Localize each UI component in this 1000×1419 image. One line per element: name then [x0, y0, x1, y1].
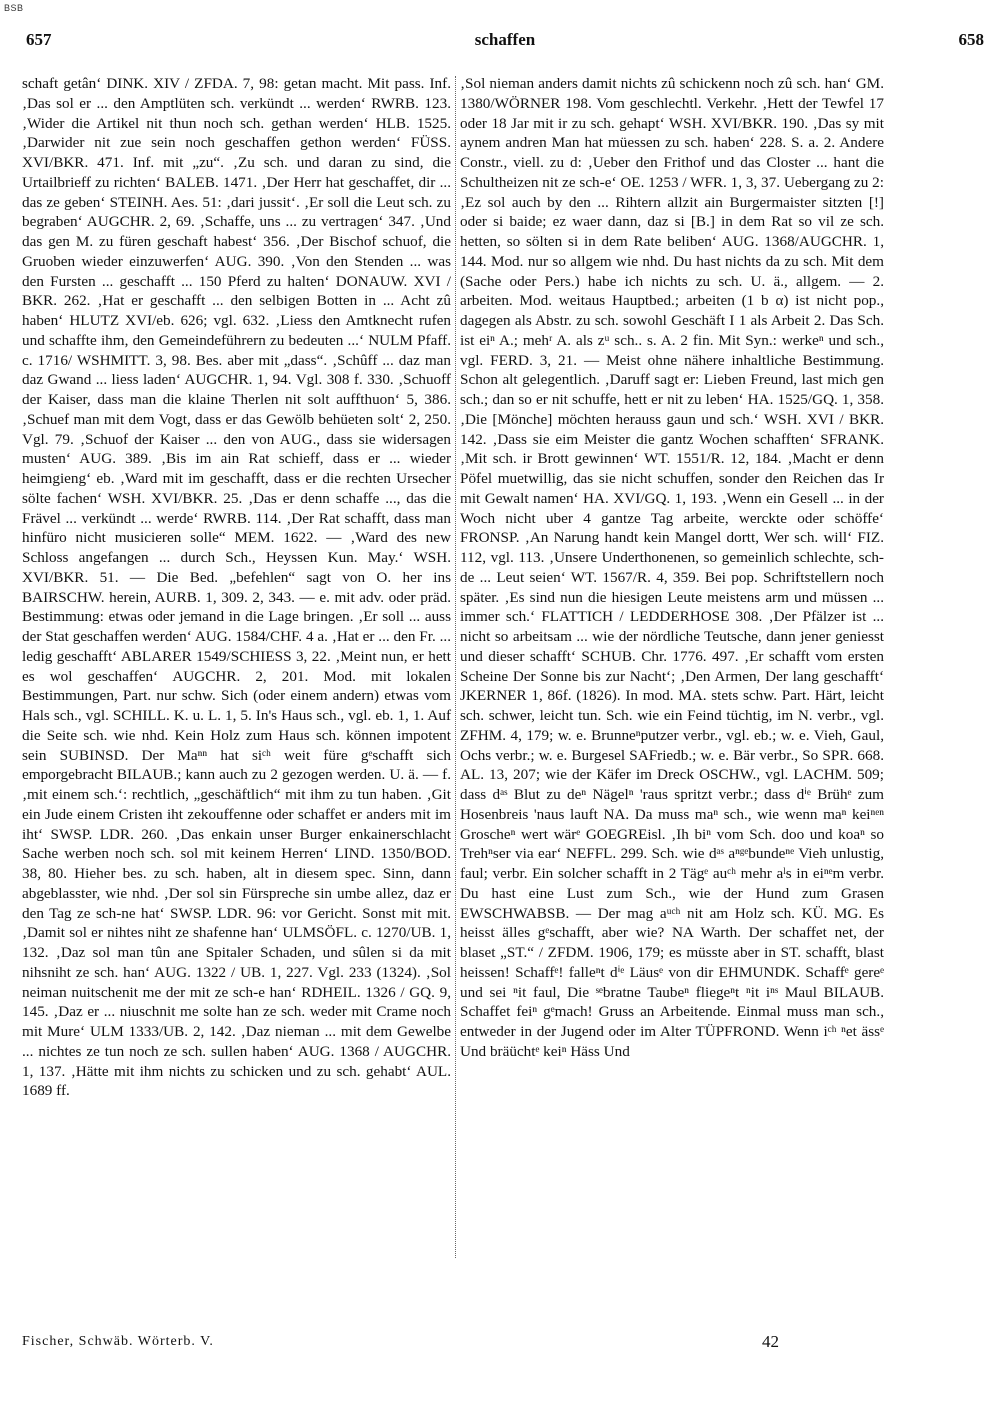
page-number-right: 658	[958, 30, 984, 49]
footer-source: Fischer, Schwäb. Wörterb. V.	[22, 1334, 214, 1349]
page-header	[26, 30, 984, 58]
column-divider	[455, 76, 456, 1258]
text-column-right	[460, 74, 884, 1062]
running-headword: schaffen	[474, 30, 536, 49]
entry-text-right: ‚Sol nieman anders damit nichts zû schickenn noch zû sch. han‘ GM. 1380/WÖRNER 198. Vom geschlechtl. Verkehr. ‚Hett der Tewfel 17 oder 18 Jar mit ir zu sch. gehapt‘ WSH. XVI/BKR. 190. ‚Das sy mit aynem andren Man hat müessen zu sch. haben‘ 228. S. a. 2. Andere Constr., viell. zu d: ‚Ueber den Frithof und das Closter ... hant die Schultheizen nit ze sch-e‘ OE. 1253 / WFR. 1, 3, 37. Uebergang zu 2: ‚Ez sol auch by den ... Rihtern allzit ain Burgermaister sitzten [!] oder si baide; ez waer dann, daz si [B.] in dem Rat so vil ze sch. hetten, so sölten si in dem Rate beliben‘ AUG. 1368/AUGCHR. 1, 144. Mod. nur so allgem wie nhd. Du hast nichts da zu sch. Mit dem (Sache oder Pers.) habe ich nichts zu sch. U. ä., allgem. — 2. arbeiten. Mod. weitaus Hauptbed.; arbeiten (1 b α) ist nicht pop., dagegen als Abstr. zu sch. sowohl Geschäft I 1 als Arbeit 2. Das Sch. ist eiⁿ A.; mehʳ A. als zᵘ sch.. s. A. 2 fin. Mit Syn.: werkeⁿ und sch., vgl. FERD. 3, 21. — Meist ohne nähere inhaltliche Bestimmung. Schon alt gelegentlich. ‚Daruff sagt er: Lieben Freund, last mich gen sch.; dan so er nit schuffe, hett er nit zu leben‘ HA. 1525/GQ. 1, 358. ‚Die [Mönche] möchten herauss gaun und sch.‘ WSH. XVI / BKR. 142. ‚Dass sie eim Meister die gantz Wochen schafften‘ SFRANK. ‚Mit sch. ir Brott gewinnen‘ WT. 1551/R. 12, 184. ‚Macht er denn Pöfel muetwillig, das sie nicht schuffen, sonder den Reichen das Ir mit Gewalt namen‘ HA. XVI/GQ. 1, 193. ‚Wenn ein Gesell ... in der Woch nicht uber 4 gantze Tag arbeite, werckte oder schöffe‘ FRONSP. ‚An Narung handt kein Mangel dortt, Wer sch. will‘ FIZ. 112, vgl. 113. ‚Unsere Underthonenen, so gemeinlich schlechte, sch-de ... Leut seien‘ WT. 1567/R. 4, 359. Bei pop. Schriftstellern noch später. ‚Es sind nun die hiesigen Leute meistens arm und müssen ... immer sch.‘ FLATTICH / LEDDERHOSE 308. ‚Der Pfälzer ist ... nicht so arbeitsam ... wie der nördliche Teutsche, dann jener geniesst und dieser schafft‘ SCHUB. Chr. 1776. 497. ‚Er schafft vom ersten Scheine Der Sonne bis zur Nacht‘; ‚Den Armen, Der lang geschafft‘ JKERNER 1, 86f. (1826). In mod. MA. stets schw. Part. Härt, leicht sch. schwer, leicht tun. Sch. wie ein Feind tüchtig, im N. verbr., vgl. ZFHM. 4, 179; w. e. Brunneⁿputzer verbr., vgl. eb.; w. e. Vieh, Gaul, Ochs verbr.; w. e. Burgesel SAFriedb.; w. e. Bär verbr., So SPR. 668. AL. 13, 207; wie der Käfer im Dreck OSCHW., vgl. LACHM. 509; dass dᵃˢ Blut zu deⁿ Nägelⁿ 'raus spritzt verbr.; dass dⁱᵉ Brühᵉ zum Hosenbreis 'naus lauft NA. Da muss maⁿ sch., wie wenn maⁿ keiⁿᵉⁿ Groscheⁿ wert wärᵉ GOEGREisl. ‚Ih biⁿ vom Sch. doo und koaⁿ so Trehⁿser via ear‘ NEFFL. 299. Sch. wie dᵃˢ aⁿᵍᵉbundeⁿᵉ Vieh unlustig, faul; verbr. Ein solcher schafft in 2 Tägᵉ auᶜʰ mehr aˡs in eiⁿᵉm verbr. Du hast eine Lust zum Sch., wie der Hund zum Grasen EWSCHWABSB. — Der mag aᵘᶜʰ nit am Holz sch. KÜ. MG. Es heisst älles gᵉschafft, aber wie? NA Warth. Der schaffet net, der blaset „ST.“ / ZFDM. 1906, 179; es müsste aber in ST. schafft, blast heissen! Schaffᵉ! falleⁿt dⁱᵉ Läusᵉ von dir EHMUNDK. Schaffᵉ gereᵉ und sei ⁿit faul, Die ˢᵉbratne Taubeⁿ fliegeⁿt ⁿit iⁿˢ Maul BILAUB. Schaffet feiⁿ gᵉmach! Gruss an Arbeitende. Einmal muss man sch., entweder in der Jugend oder im Alter TÜPFROND. Wenn iᶜʰ ⁿet ässᵉ Und bräüchtᵉ keiⁿ Häss Und	[460, 75, 884, 1060]
page-number-left: 657	[26, 30, 52, 49]
library-mark: BSB	[4, 3, 24, 13]
entry-text-left: schaft getân‘ DINK. XIV / ZFDA. 7, 98: getan macht. Mit pass. Inf. ‚Das sol er ... den Amptlüten sch. verkündt ... werden‘ RWRB. 123. ‚Wider die Artikel nit thun noch sch. gethan werden‘ HLB. 1525. ‚Darwider nit zue sein noch geschaffen gethon werden‘ FÜSS. XVI/BKR. 471. Inf. mit „zu“. ‚Zu sch. und daran zu sind, die Urtailbrieff zu richten‘ BALEB. 1471. ‚Der Herr hat geschaffet, dir ... das ze geben‘ STEINH. Aes. 51: ‚dari jussit‘. ‚Er soll die Leut sch. zu begraben‘ AUGCHR. 2, 69. ‚Schaffe, uns ... zu vertragen‘ 347. ‚Und das gen M. zu füren geschaft habest‘ 356. ‚Der Bischof schuof, die Gruoben wieder einzuwerfen‘ AUG. 390. ‚Von den Stenden ... was den Fursten ... geschafft ... 150 Pferd zu halten‘ DONAUW. XVI / BKR. 262. ‚Hat er geschafft ... den selbigen Botten in ... Acht zû haben‘ HLUTZ XVI/eb. 626; vgl. 632. ‚Liess den Amtknecht rufen und schaffte ihm, den Gemeindeführern zu bedeuten ...‘ NULM Pfaff. c. 1716/ WSHMITT. 3, 98. Bes. aber mit „dass“. ‚Schûff ... daz man daz Gwand ... liess laden‘ AUGCHR. 1, 94. Vgl. 308 f. 330. ‚Schuoff der Kaiser, dass man die klaine Therlen nit solt auffthuon‘ 5, 386. ‚Schuef man mit dem Vogt, dass er das Gewölb behüeten solt‘ 2, 250. Vgl. 79. ‚Schuof der Kaiser ... den von AUG., dass sie widersagen musten‘ AUG. 389. ‚Bis im ain Rat schieff, dass er ... wieder heimgieng‘ eb. ‚Ward mit im geschafft, dass er die rechten Ursecher sölte fachen‘ WSH. XVI/BKR. 25. ‚Das er denn schaffe ..., das die Frävel ... verkündt ... werde‘ RWRB. 114. ‚Der Rat schafft, dass man hinfüro nicht musicieren solle“ MEM. 1622. — ‚Ward des new Schloss angefangen ... durch Sch., Heyssen Kun. May.‘ WSH. XVI/BKR. 51. — Die Bed. „befehlen“ sagt von O. her ins BAIRSCHW. herein, AURB. 1, 309. 2, 343. — e. mit adv. oder präd. Bestimmung: etwas oder jemand in die Lage bringen. ‚Er soll ... auss der Stat geschaffen werden‘ AUG. 1584/CHF. 4 a. ‚Hat er ... den Fr. ... ledig geschafft‘ ABLARER 1549/SCHIESS 3, 22. ‚Meint nun, er hett es wol geschaffen‘ AUGCHR. 2, 201. Mod. mit lokalen Bestimmungen, Part. nur schw. Sich (oder einem andern) etwas vom Hals sch., vgl. SCHILL. K. u. L. 1, 5. In's Haus sch., vgl. eb. 1, 1. Auf die Seite sch. wie nhd. Kein Holz zum Haus sch. können impotent sein SUBINSD. Der Maⁿⁿ hat siᶜʰ weit füre gᵉschafft sich emporgebracht BILAUB.; kann auch zu 2 gezogen werden. U. ä. — f. ‚mit einem sch.‘: rechtlich, „geschäftlich“ mit ihm zu tun haben. ‚Git ein Jude einem Cristen iht zekouffenne oder schaffet er anders mit im iht‘ SWSP. LDR. 260. ‚Das enkain unser Burger enkainerschlacht Sache werben noch sch. sol mit keinem Herren‘ LIND. 1350/BOD. 38, 80. Hieher bes. zu sch. haben, alt in diesem spec. Sinn, dann abgeblasster, wie nhd. ‚Der sol sin Fürspreche sin umbe allez, daz er den Tag ze sch-ne hat‘ SWSP. LDR. 96: vor Gericht. Sonst mit mit. ‚Damit sol er nihtes niht ze shafenne han‘ ULMSÖFL. c. 1270/UB. 1, 132. ‚Daz sol man tûn ane Spitaler Schaden, und sûlen si da mit nihsniht ze sch. han‘ AUG. 1322 / UB. 1, 227. Vgl. 233 (1324). ‚Sol neiman nuitschenit me der mit ze sch-e han‘ RDHEIL. 1326 / GQ. 9, 145. ‚Daz er ... niuschnit me solte han ze sch. weder mit Crame noch mit Mure‘ ULM 1333/UB. 2, 142. ‚Daz nieman ... mit dem Gewelbe ... nichtes ze tun noch ze sch. sullen haben‘ AUG. 1368 / AUGCHR. 1, 137. ‚Hätte mit ihm nichts zu schicken und zu sch. gehabt‘ AUL. 1689 ff.	[22, 75, 451, 1100]
page-footer	[22, 1334, 922, 1358]
text-column-left	[22, 74, 451, 1101]
sheet-number: 42	[762, 1332, 779, 1351]
